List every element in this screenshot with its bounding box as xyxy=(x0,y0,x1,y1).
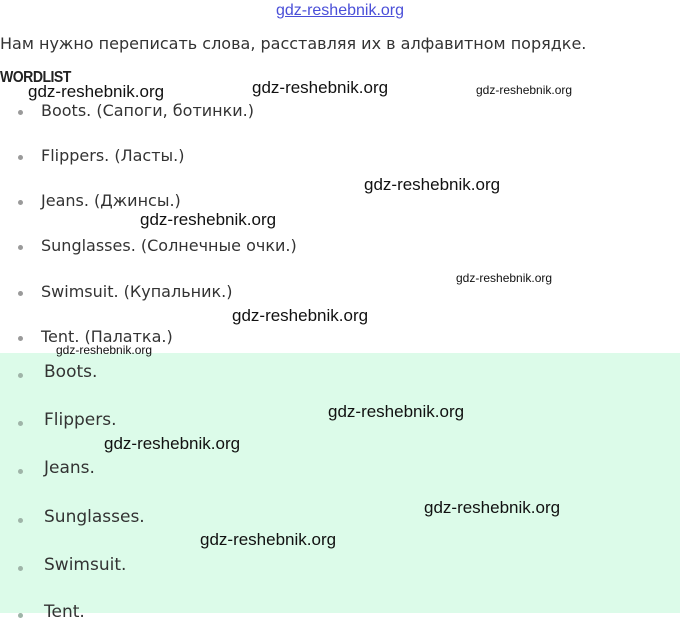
bullet-icon xyxy=(18,245,23,250)
answer-item-text: Jeans. xyxy=(44,458,95,478)
list-item-text: Swimsuit. (Купальник.) xyxy=(41,282,233,301)
list-item-text: Tent. (Палатка.) xyxy=(41,327,173,346)
bullet-icon xyxy=(18,373,23,378)
answer-item-text: Swimsuit. xyxy=(44,555,127,575)
bullet-icon xyxy=(18,518,23,523)
bullet-icon xyxy=(18,155,23,160)
watermark: gdz-reshebnik.org xyxy=(56,343,153,357)
wordlist-heading: WORDLIST xyxy=(0,69,71,86)
watermark: gdz-reshebnik.org xyxy=(200,530,337,549)
bullet-icon xyxy=(18,469,23,474)
watermark: gdz-reshebnik.org xyxy=(328,402,465,421)
watermark: gdz-reshebnik.org xyxy=(104,434,241,453)
list-item-text: Jeans. (Джинсы.) xyxy=(41,191,181,210)
bullet-icon xyxy=(18,291,23,296)
watermark: gdz-reshebnik.org xyxy=(140,210,277,229)
answer-area xyxy=(0,353,680,622)
bullet-icon xyxy=(18,336,23,341)
list-item-text: Flippers. (Ласты.) xyxy=(41,146,185,165)
watermark: gdz-reshebnik.org xyxy=(232,306,369,325)
list-item-text: Sunglasses. (Солнечные очки.) xyxy=(41,236,297,255)
watermark: gdz-reshebnik.org xyxy=(28,82,165,101)
answer-item-text: Flippers. xyxy=(44,410,117,430)
watermark: gdz-reshebnik.org xyxy=(456,271,553,285)
answer-item-text: Boots. xyxy=(44,362,98,382)
answer-item-text: Sunglasses. xyxy=(44,507,145,527)
bullet-icon xyxy=(18,110,23,115)
watermark: gdz-reshebnik.org xyxy=(364,175,501,194)
intro-text: Нам нужно переписать слова, расставляя их в алфавитном порядке. xyxy=(0,34,587,53)
bullet-icon xyxy=(18,566,23,571)
bullet-icon xyxy=(18,200,23,205)
watermark: gdz-reshebnik.org xyxy=(252,78,389,97)
bullet-icon xyxy=(18,613,23,618)
answer-item-text: Tent. xyxy=(44,602,85,622)
watermark: gdz-reshebnik.org xyxy=(424,498,561,517)
watermark: gdz-reshebnik.org xyxy=(476,83,573,97)
bullet-icon xyxy=(18,421,23,426)
site-link[interactable]: gdz-reshebnik.org xyxy=(275,2,405,19)
list-item-text: Boots. (Сапоги, ботинки.) xyxy=(41,101,255,120)
